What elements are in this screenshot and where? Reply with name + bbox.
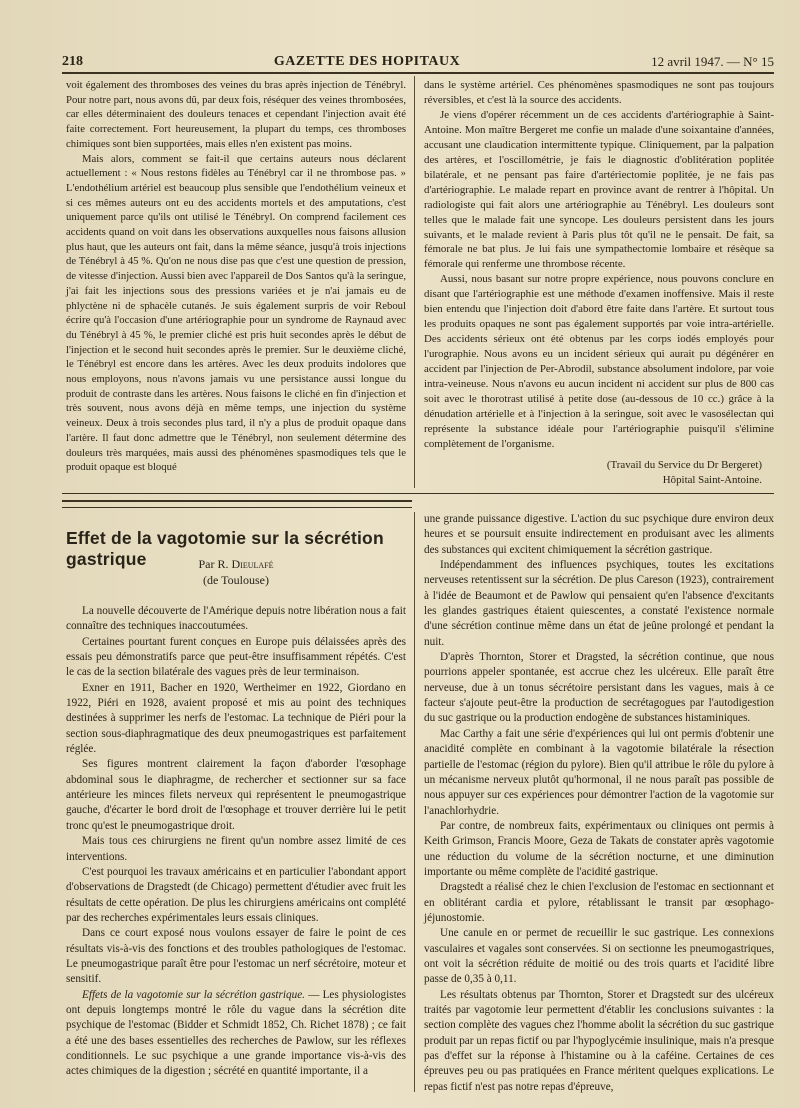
author-name: R. Dieulafé [217,557,274,571]
section-heading: Effets de la vagotomie sur la sécrétion gastrique. [82,988,305,1001]
paragraph: dans le système artériel. Ces phénomènes spasmodiques ne sont pas toujours réversibles, et c'est là la source des accidents. [424,79,774,106]
column-top-left [66,78,406,475]
paragraph: Mais tous ces chirurgiens ne firent qu'un nombre assez limité de ces interventions. [66,835,406,863]
paragraph: Aussi, nous basant sur notre propre expérience, nous pouvons conclure en disant que l'artériographie est une méthode d'examen inoffensive. Mais il reste bien entendu que l'injection doit d'abord être faite dans l'artère. Et surtout tous les produits opaques ne sont pas également supportés par voie intra-artérielle. Des accidents sérieux ont été obtenus par les corps iodés employés pour l'urographie. Nous avons eu un incident sérieux qui aurait pu dégénérer en accident par l'injection de Per-Abrodil, substance absolument indolore, par voie intra-veineuse. Nous n'avons eu aucun incident ni accident sur plus de 800 cas soit avec le thorotrast utilisé à petite dose (au-dessous de 10 cc.) grâce à la dénudation artérielle et à l'injection à la seringue, soit avec le vasosélectan qui représente la substance idéale pour l'artériographie puisqu'il s'élimine complètement de l'organisme. [424,273,774,450]
signature-line-2: Hôpital Saint-Antoine. [662,473,762,486]
article-byline [66,556,406,588]
paragraph: Mac Carthy a fait une série d'expériences qui lui ont permis d'obtenir une anacidité complète en combinant à la vagotomie bilatérale la résection partielle de l'estomac (région du pylore). Bien qu'il attribue le rôle du pylore à un mécanisme nerveux plutôt qu'hormonal, il ne nous paraît pas possible de nous appuyer sur ces expériences pour démontrer l'action de la vagotomie sur l'anachlorhydrie. [424,727,774,817]
author-line [66,556,406,572]
paragraph: Ses figures montrent clairement la façon d'aborder l'œsophage abdominal sous le diaphragme, de rechercher et sectionner sur sa face antérieure les minces filets nerveux qui représentent le pneumogastrique gauche, d'écarter le bord droit de l'œsophage et trouver derrière lui le petit tronc qu'est le pneumogastrique droit. [66,758,406,832]
issue-date: 12 avril 1947. — N° 15 [651,54,774,69]
signature-line-1: (Travail du Service du Dr Bergeret) [606,458,762,471]
column-bottom-right [424,512,774,1095]
column-divider [414,512,415,1092]
paragraph: La nouvelle découverte de l'Amérique depuis notre libération nous a fait connaître des techniques inaccoutumées. [66,605,406,633]
column-bottom-left [66,604,406,1080]
paragraph: voit également des thromboses des veines du bras après injection de Ténébryl. Pour notre part, nous avons dû, par deux fois, réséquer des veines thrombosées, car elles déterminaient des douleurs tenaces et cependant l'injection avait été faite correctement. Fort heureusement, la plupart du temps, ces thromboses chimiques sont bien supportées, mais elles n'en existent pas moins. [66,79,406,150]
paragraph: Je viens d'opérer récemment un de ces accidents d'artériographie à Saint-Antoine. Mon maître Bergeret me confie un malade d'une soixantaine d'années, accusant une claudication intermittente typique. Cliniquement, par la palpation des artères, et l'oscillométrie, je fais le diagnostic d'oblitération poplitée bilatérale, et ne pensant pas faire d'artériectomie poplitée, je ne fais pas d'artériographie. Le malade repart en province avant de rentrer à l'hôpital. Un radiologiste qui fait alors une artériographie au Ténébryl. Les douleurs sont telles que le malade fait une syncope. Les douleurs persistent dans les jours suivants, et le malade revient à Paris plus tôt qu'il ne le pensait. De fait, sa fémorale ne bat plus. Je lui fais une sympathectomie lombaire et résèque sa fémorale qui renferme une thrombose récente. [424,108,774,271]
paragraph: Mais alors, comment se fait-il que certains auteurs nous déclarent actuellement : « Nous restons fidèles au Ténébryl car il ne thrombose pas. » L'endothélium artériel est beaucoup plus sensible que l'endothélium veineux et si ces mêmes auteurs ont eu des accidents mortels et des amputations, c'est uniquement parce qu'ils ont utilisé le Ténébryl. On comprend facilement ces accidents quand on voit dans les observations auxquelles nous faisons allusion plus haut, que les auteurs ont fait, dans la même séance, jusqu'à trois injections de Ténébryl à 45 %. Qu'on ne nous dise pas que c'est une question de pression, de vitesse d'injection. Aussi bien avec l'appareil de Dos Santos qu'à la seringue, j'ai fait les injections sous des pressions variées et je n'ai jamais eu de phlyctène ni de sphacèle cutanés. Je suis également surpris de voir Reboul écrire qu'à l'occasion d'une artériographie pour un syndrome de Raynaud avec du Ténébryl à 45 %, le premier cliché est pris huit secondes après le début de l'injection et le second huit secondes après le premier. Sur le deuxième cliché, le Ténébryl est encore dans les artères. Avec les deux produits indolores que nous employons, nous n'avons jamais vu une persistance aussi longue du produit de contraste dans les artères. Nous faisons le cliché en fin d'injection et très souvent, nous avons déjà en même temps, une injection du système veineux. Deux à trois secondes plus tard, il n'y a plus de produit opaque dans l'artère. Il faut donc admettre que le Ténébryl, non seulement détermine des douleurs très marquées, mais aussi des phénomènes spasmodiques tels que le produit opaque est bloqué [66,152,406,474]
paragraph: Une canule en or permet de recueillir le suc gastrique. Les connexions vasculaires et vagales sont conservées. Si on sectionne les pneumogastriques, ont voit la sécrétion réduite de moitié ou des trois quarts et l'acidité libre passe de 0,35 à 0,11. [424,927,774,986]
paragraph: Exner en 1911, Bacher en 1920, Wertheimer en 1922, Giordano en 1922, Piéri en 1928, avaient proposé et mis au point des techniques destinées à supprimer les nerfs de l'estomac. La technique de Piéri pour la section sous-diaphragmatique des deux pneumogastriques est parfaitement réglée. [66,681,406,756]
article-title: Effet de la vagotomie sur la sécrétion gastrique [66,528,384,569]
paragraph: Certaines pourtant furent conçues en Europe puis délaissées après des essais peu démonstratifs parce que peut-être insuffisamment répétés. C'est le cas de la section bilatérale des vagues près de leur terminaison. [66,635,406,679]
column-top-right [424,78,774,488]
journal-title: GAZETTE DES HOPITAUX [273,54,461,69]
paragraph: Dans ce court exposé nous voulons essayer de faire le point de ces résultats vis-à-vis des fonctions et des troubles pathologiques de l'estomac. Le pneumogastrique paraît être pour l'estomac un nerf sécrétoire, moteur et sensitif. [66,927,406,986]
article-rule [62,500,412,508]
paragraph-text: — Les physiologistes ont depuis longtemps montré le rôle du vague dans la sécrétion dite psychique de l'estomac (Bidder et Schmidt 1852, Ch. Richet 1878) ; ce fait a été une des bases essentielles des recherches de Pawlow, sur les réflexes conditionnels. Le suc psychique a une grande importance vis-à-vis des actes chimiques de la digestion ; sécrété en quantité importante, il a [66,988,406,1078]
page-header [62,48,774,70]
page-number: 218 [62,54,83,69]
header-rule [62,72,774,74]
author-city: (de Toulouse) [203,573,269,587]
paragraph: Indépendamment des influences psychiques, toutes les excitations nerveuses retentissent sur la sécrétion. De plus Careson (1923), contrairement à l'idée de Beaumont et de Pawlow qui pensaient qu'en l'absence d'excitants les glandes gastriques étaient quiescentes, a constaté l'existence normale d'une sécrétion continue même dans un état de jeûne prolongé et pendant la nuit. [424,559,774,648]
paragraph: Par contre, de nombreux faits, expérimentaux ou cliniques ont permis à Keith Grimson, Francis Moore, Geza de Takats de constater après vagotomie une réduction du volume de la sécrétion nocturne, et une diminution importante ou même complète de l'acidité gastrique. [424,819,774,878]
paragraph: D'après Thornton, Storer et Dragsted, la sécrétion continue, que nous pourrions appeler spontanée, est accrue chez les ulcéreux. Elle paraît être nerveuse, due à un tonus sécrétoire persistant dans les vagues, mais à ce facteur s'ajoute peut-être la production de secrétagogues par l'autodigestion du suc gastrique ou la production endogène de substances histaminiques. [424,651,774,725]
paragraph: Les résultats obtenus par Thornton, Storer et Dragstedt sur des ulcéreux traités par vagotomie leur permettent d'établir les conclusions suivantes : la section complète des vagues chez l'homme abolit la sécrétion du suc gastrique produit par un repas fictif ou par l'hypoglycémie insulinique, mais n'a presque pas d'effet sur la réponse à l'histamine ou à la caféine. Certaines de ces épreuves peu ou pas pratiquées en France méritent quelques explications. Le repas fictif n'est pas notre repas d'épreuve, [424,988,774,1093]
paragraph: Dragstedt a réalisé chez le chien l'exclusion de l'estomac en sectionnant et en oblitérant cardia et pylore, rétablissant le transit par œsophago-jéjunostomie. [424,881,774,924]
paragraph: C'est pourquoi les travaux américains et en particulier l'abondant apport d'observations de Dragstedt (de Chicago) permettent d'étudier avec fruit les résultats de cette opération. De plus les chirurgiens américains ont complété par des recherches expérimentales leurs essais cliniques. [66,865,406,924]
section-rule [62,493,774,494]
paragraph: une grande puissance digestive. L'action du suc psychique dure environ deux heures et se poursuit ensuite indirectement en produisant avec les aliments des substances qui excitent chimiquement la sécrétion gastrique. [424,513,774,556]
paragraph [66,988,406,1080]
column-divider [414,76,415,488]
author-prefix: Par [198,557,218,571]
